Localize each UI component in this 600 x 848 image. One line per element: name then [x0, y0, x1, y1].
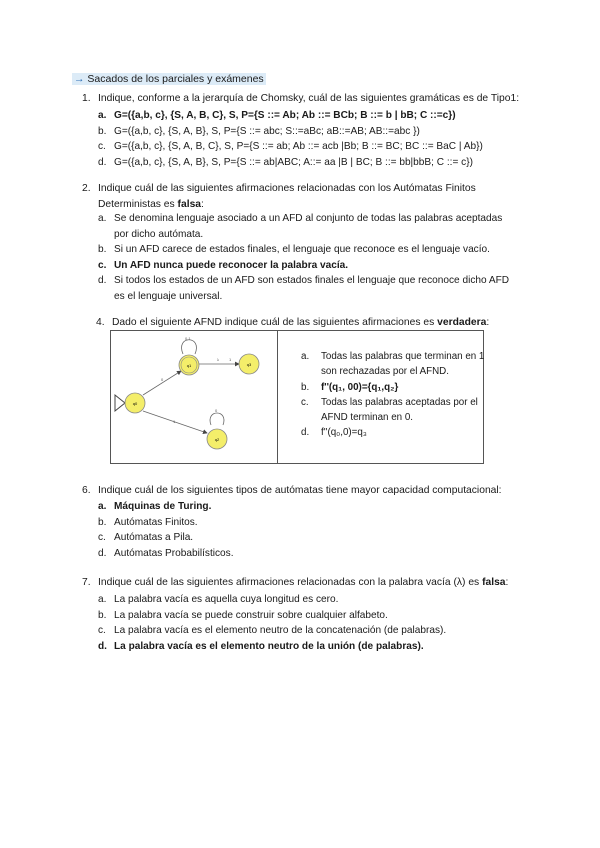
- option-d: d. Autómatas Probabilísticos.: [98, 547, 234, 559]
- svg-text:0: 0: [215, 408, 218, 413]
- svg-text:0: 0: [161, 377, 164, 382]
- question-7: 7. Indique cuál de las siguientes afirmaciones relacionadas con la palabra vacía (λ) es falsa:: [82, 577, 509, 588]
- svg-text:q0: q0: [132, 401, 138, 406]
- loop-q2: [210, 413, 224, 425]
- question-4-box: [110, 330, 484, 464]
- question-1: 1. Indique, conforme a la jerarquía de Chomsky, cuál de las siguientes gramáticas es de Tipo1:: [82, 93, 520, 104]
- question-2: 2. Indique cuál de las siguientes afirmaciones relacionadas con los Autómatas Finitos Deterministas es falsa:: [82, 183, 476, 210]
- question-4: 4. Dado el siguiente AFND indique cuál de las siguientes afirmaciones es verdadera:: [96, 317, 490, 328]
- svg-text:q2: q2: [214, 437, 220, 442]
- edge-q0-q1: [143, 371, 181, 395]
- start-arrow-icon: [115, 395, 125, 411]
- question-4-options: a. Todas las palabras que terminan en 1 son rechazadas por el AFND. b. f''(q₁, 00)={q₁,q₂} c. Todas las palabras aceptadas por el AFND terminan en 0. d. f''(q₀,0)=q₃: [301, 349, 491, 441]
- option-d: d. La palabra vacía es el elemento neutro de la unión (de palabras).: [98, 640, 424, 652]
- option-b: b. Autómatas Finitos.: [98, 516, 198, 528]
- question-1-text: Indique, conforme a la jerarquía de Chomsky, cuál de las siguientes gramáticas es de Tipo1:: [98, 93, 520, 104]
- svg-text:1: 1: [173, 419, 176, 424]
- option-c: c. La palabra vacía es el elemento neutro de la concatenación (de palabras).: [98, 625, 447, 637]
- option-a: a. Máquinas de Turing.: [98, 501, 212, 512]
- option-d: d. G=({a,b, c}, {S, A, B}, S, P={S ::= ab|ABC; A::= aa |B | BC; B ::= bb|bbB; C ::= c}): [98, 156, 473, 168]
- option-b: b. G=({a,b, c}, {S, A, B}, S, P={S ::= abc; S::=aBc; aB::=AB; AB::=abc }): [98, 125, 420, 137]
- section-heading: [72, 73, 266, 85]
- option-c: c. G=({a,b, c}, {S, A, B, C}, S, P={S ::= ab; Ab ::= acb |Bb; B ::= BC; BC ::= BaC | Ab}): [98, 141, 483, 153]
- afnd-diagram: [111, 331, 277, 463]
- question-7-options: [98, 592, 446, 654]
- question-2-options: a. Se denomina lenguaje asociado a un AFD al conjunto de todas las palabras aceptadas por dicho autómata. b. Si un AFD carece de estados finales, el lenguaje que reconoce es el lenguaje vacío. c. Un AFD nunca puede reconocer la palabra vacía. d. Si todos los estados de un AFD son estados finales el lenguaje que reconoce dicho AFD es el lenguaje universal.: [98, 211, 518, 305]
- option-a: a. Todas las palabras que terminan en 1: [301, 351, 485, 362]
- option-b: b. Si un AFD carece de estados finales, el lenguaje que reconoce es el lenguaje vacío.: [98, 244, 490, 256]
- svg-text:0,1: 0,1: [185, 336, 191, 341]
- box-divider: [277, 331, 278, 463]
- option-b: b. La palabra vacía se puede construir sobre cualquier alfabeto.: [98, 609, 388, 621]
- question-6: 6. Indique cuál de los siguientes tipos de autómatas tiene mayor capacidad computacional:: [82, 485, 502, 496]
- loop-q1: [182, 340, 197, 354]
- option-d: d. f''(q₀,0)=q₃: [301, 427, 367, 439]
- option-a: a. La palabra vacía es aquella cuya longitud es cero.: [98, 594, 339, 605]
- option-c: c. Autómatas a Pila.: [98, 532, 194, 544]
- svg-text:λ: λ: [217, 357, 219, 362]
- svg-text:q3: q3: [246, 362, 252, 367]
- svg-text:1: 1: [229, 357, 232, 362]
- option-d: d. Si todos los estados de un AFD son estados finales el lenguaje que reconoce dicho AFD: [98, 275, 510, 287]
- option-a: a. Se denomina lenguaje asociado a un AFD al conjunto de todas las palabras aceptadas: [98, 213, 503, 224]
- svg-text:q1: q1: [186, 363, 192, 368]
- option-a: a. G=({a,b, c}, {S, A, B, C}, S, P={S ::= Ab; Ab ::= BCb; B ::= b | bB; C ::=c}): [98, 110, 456, 121]
- question-6-options: [98, 499, 234, 561]
- option-c: c. Todas las palabras aceptadas por el: [301, 396, 478, 408]
- heading-text: Sacados de los parciales y exámenes: [87, 73, 264, 85]
- option-c: c. Un AFD nunca puede reconocer la palabra vacía.: [98, 259, 349, 271]
- option-b: b. f''(q₁, 00)={q₁,q₂}: [301, 381, 399, 393]
- question-1-options: [98, 108, 483, 170]
- arrow-icon: →: [74, 73, 85, 85]
